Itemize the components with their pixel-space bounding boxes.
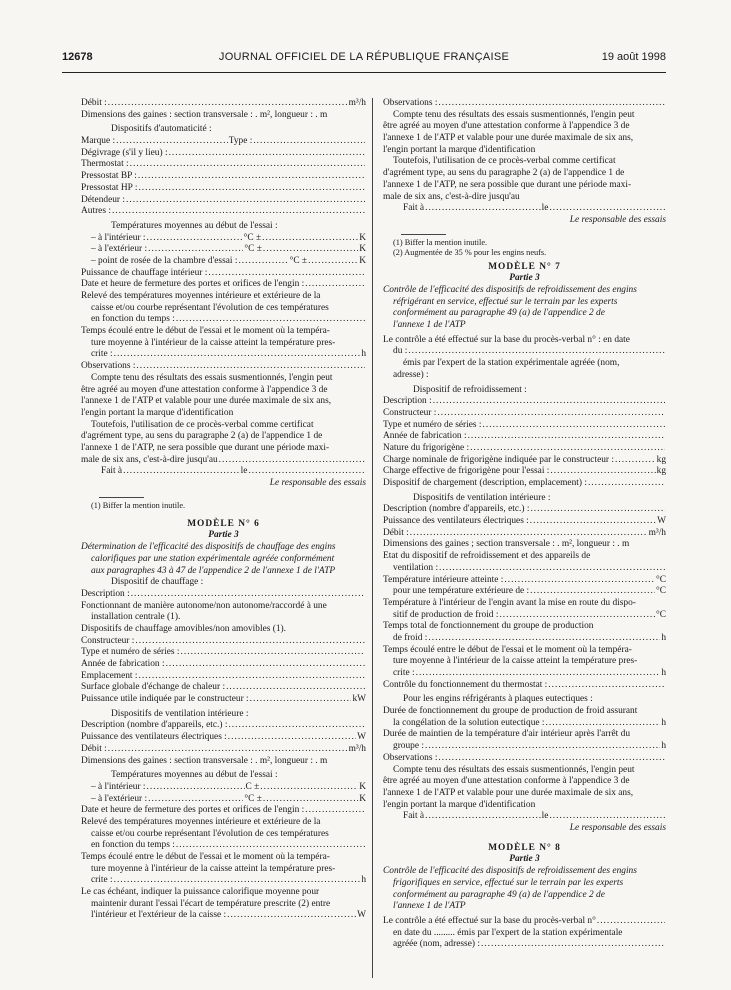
- form-line: Pressostat BP : .....: [81, 171, 366, 183]
- form-line: Thermostat : .....: [81, 159, 366, 171]
- form-line: Surface globale d'échange de chaleur : .....: [81, 682, 366, 694]
- form-line: Fait à ..... le .....: [383, 203, 666, 215]
- text-line: Durée de fonctionnement du groupe de production de froid assurant: [383, 706, 638, 717]
- form-line: Description (nombre d'appareils, etc.) : .....: [81, 720, 366, 732]
- text-line: être agréé au moyen d'une attestation conforme à l'appendice 3 de: [81, 384, 328, 395]
- text-line: Température à l'intérieur de l'engin avant la mise en route du dispo-: [383, 597, 636, 608]
- text-line: être agréé au moyen d'une attestation conforme à l'appendice 3 de: [383, 776, 630, 787]
- form-line: Dispositif de chargement (description, emplacement) : .....: [383, 478, 666, 490]
- form-line: de froid : ..... h: [383, 633, 666, 645]
- text-line: ture moyenne à l'intérieur de la caisse atteint la température pres-: [393, 656, 638, 667]
- modele-7-title: MODÈLE N° 7: [488, 261, 561, 272]
- text-line: État du dispositif de refroidissement et des appareils de: [383, 551, 591, 562]
- text-line: Dispositifs de chauffage amovibles/non amovibles (1).: [81, 623, 286, 634]
- form-line: Charge nominale de frigorigène indiquée par le constructeur : ..... . kg: [383, 455, 666, 467]
- form-line: Date et heure de fermeture des portes et orifices de l'engin : .....: [81, 279, 366, 291]
- text-line: Temps total de fonctionnement du groupe de production: [383, 621, 594, 632]
- form-line: Description (nombre d'appareils, etc.) : .....: [383, 504, 666, 516]
- form-line: Dimensions des gaines ; section transversale : . m², longueur : . m: [383, 539, 630, 550]
- form-line: Le contrôle a été effectué sur la base du procès-verbal n° .....: [383, 916, 666, 928]
- signature-line: Le responsable des essais: [569, 822, 666, 833]
- text-line: l'annexe 1 de l'ATP et valable pour une durée maximale de six ans,: [383, 133, 634, 144]
- form-line: – à l'intérieur : ..... C ± ..... K: [81, 782, 366, 794]
- text-line: d'agrément type, au sens du paragraphe 2 (a) de l'appendice 1 de: [81, 431, 323, 442]
- form-line: groupe : ..... h: [383, 741, 666, 753]
- form-line: Date et heure de fermeture des portes et orifices de l'engin : .....: [81, 805, 366, 817]
- form-line: agréée (nom, adresse) : .....: [383, 939, 666, 951]
- text-line: Durée de maintien de la température d'air intérieur après l'arrêt du: [383, 729, 631, 740]
- text-line: adresse) :: [393, 369, 429, 380]
- form-line: Fait à ..... le .....: [81, 466, 366, 478]
- form-line: Dégivrage (s'il y lieu) : .....: [81, 148, 366, 160]
- form-line: Observations : .....: [383, 98, 666, 110]
- form-line: Dimensions des gaines : section transversale : . m², longueur : . m: [81, 109, 328, 120]
- form-line: Observations : .....: [383, 753, 666, 765]
- form-line: crite : ..... h: [383, 668, 666, 680]
- text-line: d'agrément type, au sens du paragraphe 2 (a) de l'appendice 1 de: [383, 168, 625, 179]
- form-line: Type et numéro de séries : .....: [81, 647, 366, 659]
- footnote: (2) Augmentée de 35 % pour les engins neufs.: [393, 247, 547, 257]
- text-line: ture moyenne à l'intérieur de la caisse atteint la température pres-: [91, 337, 336, 348]
- form-line: crite : ..... h: [81, 349, 366, 361]
- form-line: Année de fabrication : .....: [383, 431, 666, 443]
- form-line: Nature du frigorigène : .....: [383, 443, 666, 455]
- modele-7-intro: Contrôle de l'efficacité des dispositifs de refroidissement des engins réfrigérant en service, effectué sur le terrain par les experts conformément au paragraphe 49 (a) de l'appendice 2 de l'annexe 1 de l'ATP: [383, 284, 637, 331]
- text-line: Temps écoulé entre le début de l'essai et le moment où la tempéra-: [81, 852, 330, 863]
- text-line: être agréé au moyen d'une attestation conforme à l'appendice 3 de: [383, 121, 630, 132]
- journal-title: JOURNAL OFFICIEL DE LA RÉPUBLIQUE FRANÇAISE: [218, 51, 510, 63]
- modele-8-intro: Contrôle de l'efficacité des dispositifs de refroidissement des engins frigorifiques en service, effectué sur le terrain par les experts conformément au paragraphe 49 (a) de l'appendice 2 de l'annexe 1 de l'ATP: [383, 866, 637, 912]
- form-line: en fonction du temps : .....: [81, 840, 366, 852]
- text-line: ture moyenne à l'intérieur de la caisse atteint la température pres-: [91, 863, 336, 874]
- form-line: Charge effective de frigorigène pour l'essai : ..... kg: [383, 466, 666, 478]
- text-line: l'annexe 1 de l'ATP, ne sera possible que durant une période maxi-: [81, 442, 330, 453]
- signature-line: Le responsable des essais: [569, 214, 666, 225]
- right-column: [383, 98, 666, 951]
- form-line: Année de fabrication : .....: [81, 659, 366, 671]
- section-subtitle: Dispositifs de ventilation intérieure :: [111, 708, 249, 719]
- form-line: Détendeur : .....: [81, 195, 366, 207]
- text-line: l'engin portant la marque d'identification: [383, 144, 536, 155]
- text-line: installation centrale (1).: [91, 612, 181, 623]
- form-line: Puissance des ventilateurs électriques : ..... W: [81, 732, 366, 744]
- text-line: Compte tenu des résultats des essais susmentionnés, l'engin peut: [393, 109, 635, 120]
- form-line: Puissance de chauffage intérieur : .....: [81, 268, 366, 280]
- modele-6-title: MODÈLE N° 6: [187, 518, 260, 529]
- text-line: l'annexe 1 de l'ATP et valable pour une durée maximale de six ans,: [383, 787, 634, 798]
- form-line: male de six ans, c'est-à-dire jusqu'au .....: [81, 455, 366, 467]
- page-number: 12678: [62, 51, 93, 63]
- modele-8-partie: Partie 3: [509, 854, 540, 865]
- form-line: Description : .....: [81, 589, 366, 601]
- modele-6-partie: Partie 3: [208, 530, 239, 541]
- modele-7-partie: Partie 3: [509, 273, 540, 284]
- form-line: – point de rosée de la chambre d'essai : ..... °C ± ..... K: [81, 256, 366, 268]
- form-line: Pressostat HP : .....: [81, 183, 366, 195]
- form-line: Puissance utile indiquée par le constructeur : ..... kW: [81, 694, 366, 706]
- form-line: Observations : .....: [81, 361, 366, 373]
- form-line: Débit : ..... m³/h: [81, 98, 366, 110]
- text-line: male de six ans, c'est-à-dire jusqu'au: [383, 191, 520, 202]
- modele-6-intro: Détermination de l'efficacité des dispositifs de chauffage des engins calorifiques par une station expérimentale agréée conformément aux paragraphes 43 à 47 de l'appendice 2 de l'annexe 1 de l'ATP: [81, 542, 336, 576]
- text-line: Temps écoulé entre le début de l'essai et le moment où la tempéra-: [81, 326, 330, 337]
- form-line: la congélation de la solution eutectique : ..... h: [383, 718, 666, 730]
- text-line: maintenir durant l'essai l'écart de température prescrite (2) entre: [91, 898, 331, 909]
- form-line: Description : .....: [383, 396, 666, 408]
- form-line: Débit : ..... m³/h: [81, 744, 366, 756]
- text-line: Toutefois, l'utilisation de ce procès-verbal comme certificat: [91, 419, 314, 430]
- text-line: caisse et/ou courbe représentant l'évolution de ces températures: [91, 828, 329, 839]
- form-line: ventilation : .....: [383, 563, 666, 575]
- text-line: Compte tenu des résultats des essais susmentionnés, l'engin peut: [393, 764, 635, 775]
- form-line: Débit : ..... m³/h: [383, 528, 666, 540]
- left-column: [81, 98, 366, 922]
- text-line: Toutefois, l'utilisation de ce procès-verbal comme certificat: [393, 156, 616, 167]
- section-subtitle: Températures moyennes au début de l'essai :: [111, 220, 278, 231]
- text-line: Compte tenu des résultats des essais susmentionnés, l'engin peut: [91, 372, 333, 383]
- header-rule: [62, 72, 666, 73]
- form-line: – à l'extérieur : ..... °C ± ..... K: [81, 794, 366, 806]
- text-line: l'annexe 1 de l'ATP, ne sera possible que durant une période maxi-: [383, 179, 632, 190]
- section-subtitle: Dispositifs d'automaticité :: [111, 124, 212, 135]
- text-line: Relevé des températures moyennes intérieure et extérieure de la: [81, 816, 321, 827]
- column-divider: [372, 98, 373, 978]
- form-line: – à l'extérieur : ..... °C ± ..... K: [81, 244, 366, 256]
- issue-date: 19 août 1998: [601, 51, 666, 63]
- signature-line: Le responsable des essais: [269, 478, 366, 488]
- form-line: l'intérieur et l'extérieur de la caisse : ..... W: [81, 910, 366, 922]
- page-header: [62, 51, 666, 67]
- form-line: pour une température extérieure de : ..... °C: [383, 586, 666, 598]
- form-line: Température intérieure atteinte : ..... °C: [383, 575, 666, 587]
- form-line: sitif de production de froid : ..... °C: [383, 610, 666, 622]
- section-subtitle: Températures moyennes au début de l'essai :: [111, 770, 278, 781]
- text-line: Relevé des températures moyennes intérieure et extérieure de la: [81, 291, 321, 301]
- section-subtitle: Dispositifs de ventilation intérieure :: [413, 492, 551, 503]
- form-line: Puissance des ventilateurs électriques : ..... W: [383, 516, 666, 528]
- form-line: du : .....: [383, 346, 666, 358]
- section-subtitle: Dispositif de refroidissement :: [413, 384, 527, 395]
- text-line: Temps écoulé entre le début de l'essai et le moment où la tempéra-: [383, 644, 632, 655]
- text-line: Le contrôle a été effectué sur la base du procès-verbal n° : en date: [383, 334, 630, 345]
- text-line: émis par l'expert de la station expérimentale agréée (nom,: [403, 358, 620, 369]
- form-line: Type et numéro de séries : .....: [383, 420, 666, 432]
- footnote-rule: [401, 234, 446, 235]
- footnote: (1) Biffer la mention inutile.: [91, 500, 186, 510]
- form-line: en fonction du temps : .....: [81, 314, 366, 326]
- form-line: Dimensions des gaines : section transversale : . m², longueur : . m: [81, 755, 328, 766]
- form-line: Emplacement : .....: [81, 671, 366, 683]
- text-line: l'engin portant la marque d'identification: [383, 799, 536, 810]
- section-subtitle: Pour les engins réfrigérants à plaques eutectiques :: [403, 694, 593, 705]
- text-line: en date du ......... émis par l'expert de la station expérimentale: [393, 927, 623, 938]
- text-line: l'engin portant la marque d'identification: [81, 407, 234, 418]
- form-line: crite : ..... h: [81, 875, 366, 887]
- text-line: l'annexe 1 de l'ATP et valable pour une durée maximale de six ans,: [81, 396, 332, 407]
- modele-8-title: MODÈLE N° 8: [488, 842, 561, 853]
- form-line: Marque : ..... Type : .....: [81, 136, 366, 148]
- form-line: Contrôle du fonctionnement du thermostat : .....: [383, 680, 666, 692]
- form-line: Fait à ..... le .....: [383, 811, 666, 823]
- form-line: Constructeur : .....: [383, 408, 666, 420]
- text-line: caisse et/ou courbe représentant l'évolution de ces températures: [91, 302, 329, 313]
- form-line: – à l'intérieur : ..... °C ± ..... K: [81, 233, 366, 245]
- text-line: Fonctionnant de manière autonome/non autonome/raccordé à une: [81, 600, 327, 611]
- section-subtitle: Dispositif de chauffage :: [111, 577, 204, 588]
- footnote: (1) Biffer la mention inutile.: [393, 237, 488, 247]
- form-line: Autres : .....: [81, 206, 366, 218]
- footnote-rule: [99, 497, 144, 498]
- form-line: Constructeur : .....: [81, 636, 366, 648]
- text-line: Le cas échéant, indiquer la puissance calorifique moyenne pour: [81, 887, 320, 898]
